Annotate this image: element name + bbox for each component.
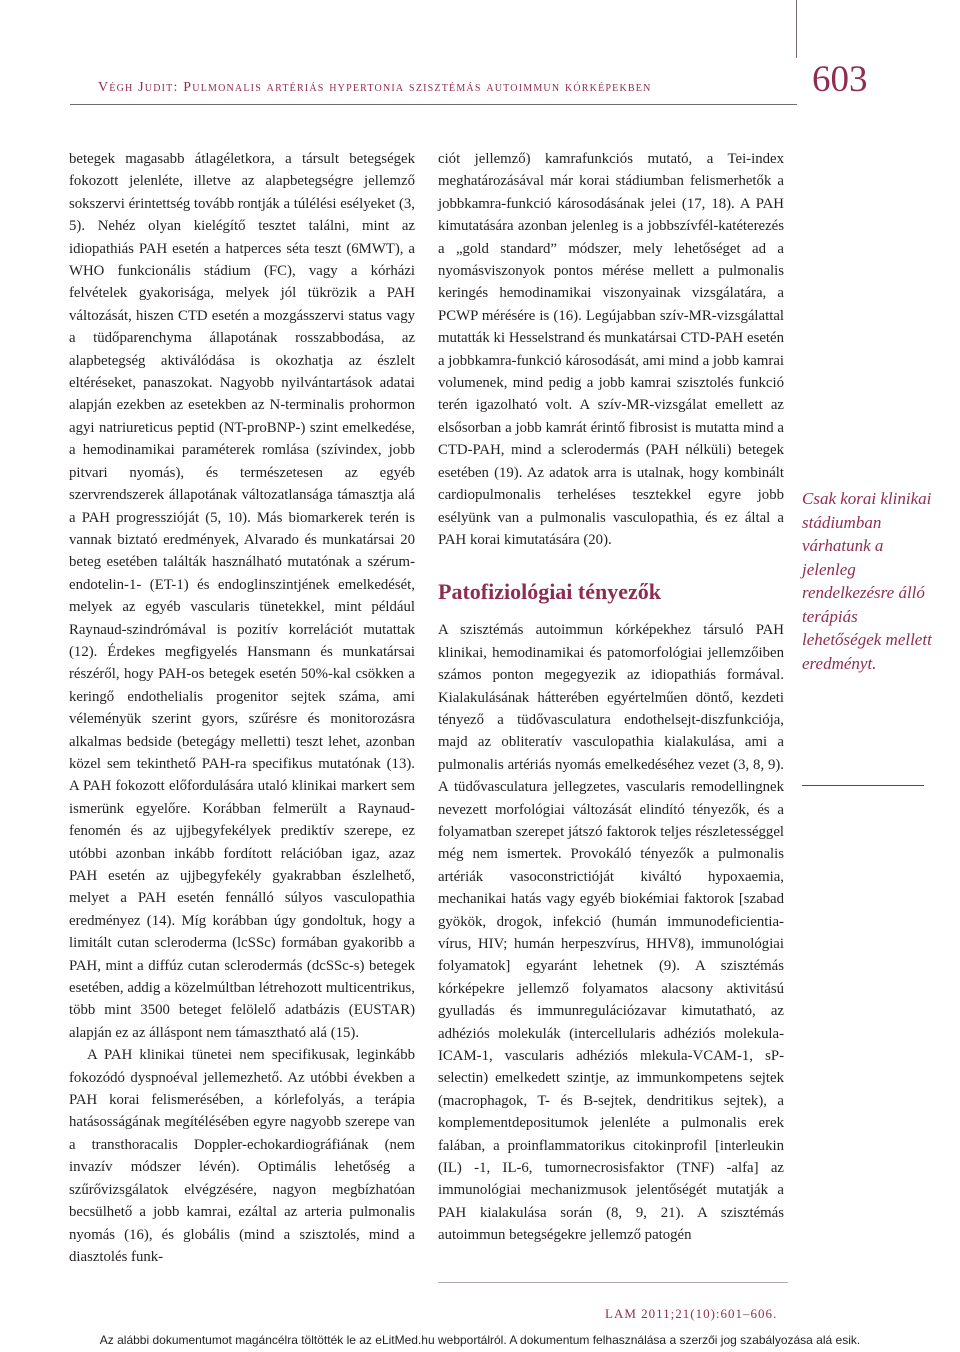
left-paragraph-1: betegek magasabb átlagéletkora, a társult betegségek fokozott jelenléte, illetve az alapbetegségre jellemző sokszervi érintettség tovább rontják a túlélési esélyeket (3, 5). Nehéz olyan kielégítő tesztet találni, mint az idiopathiás PAH esetén a hatperces séta teszt (6MWT), a WHO funkcionális stádium (FC), vagy a kórházi felvételek gyakorisága, melyek jól tükrözik a PAH változását, hiszen CTD esetén a mozgásszervi status vagy a tüdőparenchyma állapotának rosszabbodása, az alapbetegség aktiválódása is okozhatja az észlelt eltéréseket, panaszokat. Nagyobb nyilvántartások adatai alapján ezekben az esetekben az N-terminalis prohormon agyi natriureticus peptid (NT-proBNP-) szint emelkedése, a hemodinamikai paraméterek romlása (szívindex, jobb pitvari nyomás), és természetesen az egyéb szervrendszerek állapotának változatlansága támasztja alá a PAH progresszióját (5, 10). Más biomarkerek terén is vannak biztató eredmények, Alvarado és munkatársai 20 beteg esetében találták használható mutatónak a szérum-endotelin-1- (ET-1) és endoglinszintjének emelkedését, melyek az egyéb vascularis tünetekkel, mint például Raynaud-szindrómával is pozitív korrelációt mutattak (12). Érdekes megfigyelés Hansmann és munkatársai részéről, hogy PAH-os betegek esetén 50%-kal csökken a keringő endothelialis progenitor sejtek száma, ami véleményük szerint gyors, szűrésre és monitorozásra alkalmas bedside (betegágy melletti) teszt lehet, azonban közel sem tekinthető PAH-ra specifikus mutatónak (13). A PAH fokozott előfordulására utaló klinikai markert sem ismerünk egyelőre. Korábban felmerült a Raynaud-fenomén és az ujjbegyfekélyek prediktív szerepe, ez utóbbi azonban inkább fordított relációban igaz, azaz PAH esetén az ujjbegyfekély gyakrabban észlelhető, melyet a PAH esetén fennálló súlyos vasculopathia eredményez (14). Míg korábban úgy gondoltuk, hogy a limitált cutan scleroderma (lcSSc) formában gyakoribb a PAH, mint a diffúz cutan sclerodermás (dcSSc-s) betegek esetében, addig a közelmúltban létrehozott multicentrikus, több mint 3500 beteget felölelő adatbázis (EUSTAR) alapján ez az álláspont nem támasztható alá (15).	[69, 151, 415, 1041]
side-quote-rule	[802, 785, 924, 786]
header-horizontal-rule	[70, 104, 797, 105]
page-number: 603	[812, 59, 868, 100]
header-vertical-rule	[796, 0, 797, 58]
left-column	[69, 148, 415, 1268]
right-paragraph-1: ciót jellemző) kamrafunkciós mutató, a Tei-index meghatározásával már korai stádiumban felismerhetők a jobbkamra-funkció károsodásának jelei (17, 18). A PAH kimutatására azonban jelenleg is a jobbszívfél-katéterezés a „gold standard” módszer, mely lehetőséget ad a nyomásviszonyok pontos mérése mellett a pulmonalis keringés hemodinamikai viszonyainak vizsgálatára, a PCWP mérésére is (16). Legújabban szív-MR-vizsgálattal mutatták ki Hesselstrand és munkatársai CTD-PAH esetén a jobbkamra-funkció károsodását, ami mind a jobb kamrai volumenek, mind pedig a jobb kamrai szisztolés funkció terén igazolható volt. A szív-MR-vizsgálat emellett az elsősorban a jobb kamrát érintő fibrosist is mutatta mind a CTD-PAH, mind a sclerodermás (PAH nélküli) betegek esetében (19). Az adatok arra is utalnak, hogy kombinált cardiopulmonalis terheléses tesztekkel egyre jobb esélyünk van a pulmonalis vasculopathia, és ez által a PAH korai kimutatására (20).	[438, 151, 784, 548]
left-paragraph-2: A PAH klinikai tünetei nem specifikusak, leginkább fokozódó dyspnoéval jellemezhető. Az utóbbi években a PAH korai felismerésében, a kórlefolyás, a terápia hatásosságának megítélésében egyre nagyobb szerepe van a transthoracalis Doppler-echokardiográfiának (nem invazív módszer lévén). Optimális lehetőség a szűrővizsgálatok elvégzésére, nagyon megbízhatóan becsülhető a jobb kamrai, ezáltal az arteria pulmonalis nyomás (16), és globális (mind a szisztolés, mind a diasztolés funk-	[69, 1047, 415, 1265]
right-paragraph-2: A szisztémás autoimmun kórképekhez társuló PAH klinikai, hemodinamikai és patomorfológiai jellemzőiben számos ponton megegyezik az idiopathiás formával. Kialakulásának hátterében egyértelműen döntő, kezdeti tényező a tüdővasculatura endothelsejt-diszfunkciója, majd az obliteratív vasculopathia kialakulása, ami a pulmonalis artériás nyomás emelkedéséhez vezet (3, 8, 9). A tüdővasculatura jellegzetes, vascularis remodellingnek nevezett morfológiai változását elindító tényezők, és a folyamatban szerepet játszó faktorok teljes részletességgel még nem ismertek. Provokáló tényezők a pulmonalis artériák vasoconstrictióját kiváltó hypoxaemia, mechanikai hatás vagy egyéb biokémiai faktorok [szabad gyökök, drogok, infekció (humán immunodeficientia-vírus, HIV; humán herpeszvírus, HHV8), immunológiai folyamatok] egyaránt lehetnek (9). A szisztémás kórképekre jellemző folyamatos alacsony aktivitású gyulladás és immunregulációzavar kimutatható, az adhéziós molekulák (intercellularis adhéziós molekula-ICAM-1, vascularis adhéziós mlekula-VCAM-1, sP-selectin) emelkedett szintje, az immunkompetens sejtek (macrophagok, T- és B-sejtek, dendritikus sejtek), a komplementdepositumok jelenléte a pulmonalis erek falában, a proinflammatorikus citokinprofil [interleukin (IL) -1, IL-6, tumornecrosisfaktor (TNF) -alfa] az immunológiai mechanizmusok jelentőségét mutatják a PAH kialakulása során (8, 9, 21). A szisztémás autoimmun betegségekre jellemző patogén	[438, 622, 784, 1244]
running-head: Végh Judit: Pulmonalis artériás hypertonia szisztémás autoimmun kórképekben	[98, 80, 652, 95]
footer-rule	[438, 1282, 788, 1283]
section-heading: Patofiziológiai tényezők	[438, 579, 662, 605]
right-column	[438, 148, 784, 1247]
download-notice: Az alábbi dokumentumot magáncélra töltötték le az eLitMed.hu webportálról. A dokumentum felhasználása a szerzői jog szabályozása alá esik.	[99, 1333, 861, 1347]
side-pull-quote: Csak korai klinikai stádiumban várhatunk a jelenleg rendelkezésre álló terápiás lehetőségek mellett eredményt.	[802, 489, 932, 673]
journal-citation: LAM 2011;21(10):601–606.	[605, 1306, 778, 1321]
